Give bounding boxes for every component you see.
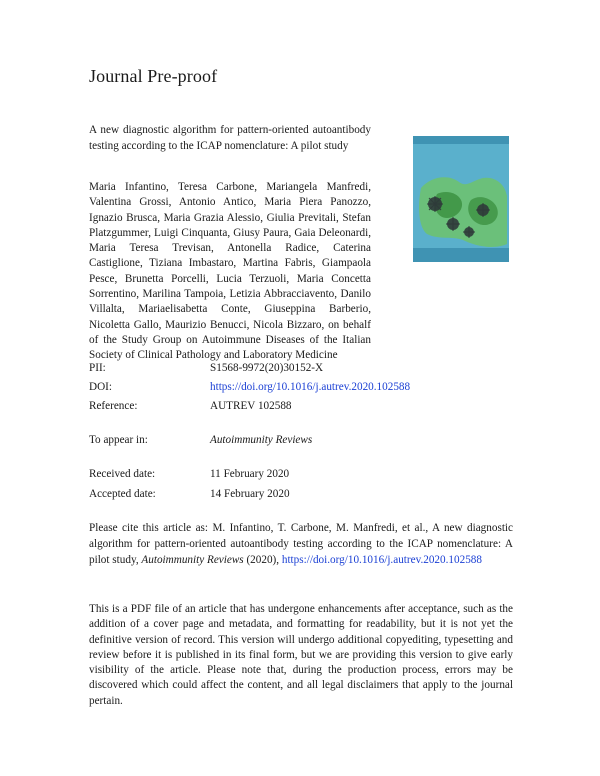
reference-value: AUTREV 102588 xyxy=(210,400,292,412)
doi-label: DOI: xyxy=(89,381,112,393)
article-title: A new diagnostic algorithm for pattern-oriented autoantibody testing according to the ICAP nomenclature: A pilot study xyxy=(89,124,371,152)
appear-in-value: Autoimmunity Reviews xyxy=(210,434,313,446)
accepted-value: 14 February 2020 xyxy=(210,488,290,500)
received-value: 11 February 2020 xyxy=(210,468,290,480)
doi-link[interactable]: https://doi.org/10.1016/j.autrev.2020.102588 xyxy=(210,381,411,393)
preproof-notice: This is a PDF file of an article that has undergone enhancements after acceptance, such as the addition of a cover page and metadata, and formatting for readability, but it is not yet the definitive version of record. This version will undergo additional copyediting, typesetting and review before it is published in its final form, but we are providing this version to give early visibility of the article. Please note that, during the production process, errors may be discovered which could affect the content, and all legal disclaimers that apply to the journal pertain. xyxy=(89,603,513,707)
pii-label: PII: xyxy=(89,362,106,374)
cover-artwork xyxy=(413,136,509,262)
author-list: Maria Infantino, Teresa Carbone, Mariangela Manfredi, Valentina Grossi, Antonio Antico, Maria Piera Panozzo, Ignazio Brusca, Maria Grazia Alessio, Giulia Previtali, Stefan Platzgummer, Luigi Cinquanta, Giusy Paura, Gaia Deleonardi, Maria Teresa Trevisan, Antonella Radice, Caterina Castiglione, Tiziana Imbastaro, Martina Fabris, Giampaola Pesce, Brunetta Porcelli, Lucia Terzuoli, Maria Concetta Sorrentino, Marilina Tampoia, Letizia Abbracciavento, Danilo Villalta, Mariaelisabetta Conte, Giuseppina Barberio, Nicoletta Gallo, Maurizio Benucci, Nicola Bizzaro, on behalf of the Study Group on Autoimmune Diseases of the Italian Society of Clinical Pathology and Laboratory Medicine xyxy=(89,181,371,362)
accepted-label: Accepted date: xyxy=(89,488,156,500)
citation-journal: Autoimmunity Reviews xyxy=(141,554,244,566)
journal-status-heading: Journal Pre-proof xyxy=(89,66,218,86)
reference-label: Reference: xyxy=(89,400,138,412)
citation-text: Please cite this article as: M. Infantino, T. Carbone, M. Manfredi, et al., A new diagnostic algorithm for pattern-oriented autoantibody testing according to the ICAP nomenclature: A pilot study, xyxy=(89,522,513,566)
citation-doi-link[interactable]: https://doi.org/10.1016/j.autrev.2020.102588 xyxy=(281,554,482,566)
citation-year: (2020), xyxy=(246,554,280,566)
received-label: Received date: xyxy=(89,468,156,480)
appear-in-label: To appear in: xyxy=(89,434,148,446)
citation-paragraph xyxy=(89,520,513,568)
journal-cover-image xyxy=(413,136,509,262)
pii-value: S1568-9972(20)30152-X xyxy=(210,362,324,374)
